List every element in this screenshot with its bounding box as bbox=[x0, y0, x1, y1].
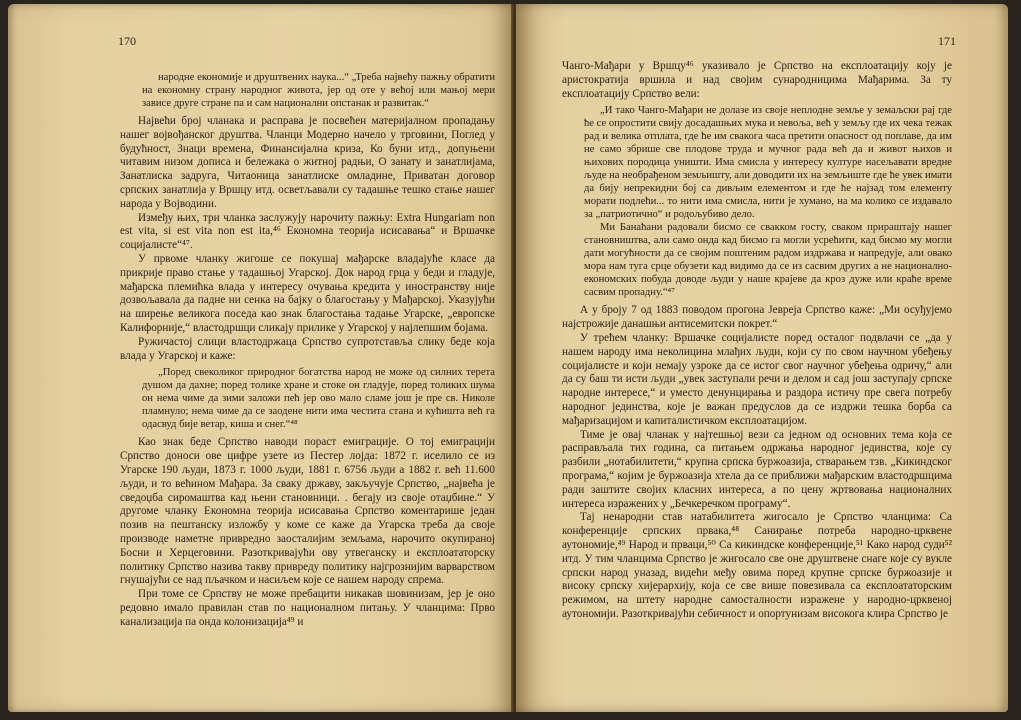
paragraph: Чанго-Мађари у Вршцу⁴⁶ указивало је Српство на експлоатацију коју је аристократија вршила и над својим сународницима Мађарима. За ту експлоатацију Српство вели: bbox=[562, 60, 952, 100]
paragraph: У трећем чланку: Вршачке социјалисте поред осталог подвлачи се „да у нашем народу има неколицина млађих људи, који су по свом научном убеђењу социјалисте и који немају узроке да се истог свог научног убеђења одричу,“ али да су баш ти исти људи „увек заступали речи и делом и сад још заступају српске народне интересе,“ и уместо денунцирања и раздора истичу пре свега потребу народног јединства, које је важан предуслов да се издржи тешка борба са мађаризацијом и капиталистичком експлоатацијом. bbox=[562, 331, 952, 427]
page-text bbox=[562, 60, 952, 622]
paragraph: Највећи број чланака и расправа је посвећен материјалном пропадању нашег војвођанског друштва. Чланци Модерно начело у трговини, Поглед у будућност, Знаци времена, Финансијална криза, Ко буни итд., допуњени читавим низом дописа и бележака о житној радњи, О занату и занатлијама, Занатлиска задруга, Читаоница занатлиске омладине, Приватан договор српских занатлија у Вршцу итд. осветљавали су тадашње тешко стање нашег народа у Војводини. bbox=[120, 115, 495, 210]
paragraph: При томе се Српству не може пребацити никакав шовинизам, јер је оно редовно имало правилан став по националном питању. У чланцима: Прво канализација па онда колонизација⁴⁹ и bbox=[120, 588, 495, 628]
paragraph: Као знак беде Српство наводи пораст емиграције. О тој емиграцији Српство доноси ове цифре узете из Пестер лојда: 1872 г. иселило се из Угарске 190 људи, 1873 г. 1000 људи, 1881 г. 6756 људи а 1882 г. већ 11.600 људи, и то већином Мађара. За сваку државу, закључује Српство, „највећа је сведоџба сиромаштва кад њени становници. . бегају из своје отаџбине.“ У другоме чланку Економна теорија исисавања Српство коментарише један позив на пештанску изложбу у коме се каже да Угарска треба да своје производе наметне привредно заосталијим земљама, нарочито окупираној Босни и Херцеговини. Разоткривајући ову утвеганску и експлоататорску политику Српство назива такву привреду политику најгрознијим варварством гнушајући се над пљачком и насиљем које се нашем народу спрема. bbox=[120, 436, 495, 587]
paragraph: Ружичастој слици властодржаца Српство супротставља слику беде која влада у Угарској и каже: bbox=[120, 335, 495, 362]
page-number: 170 bbox=[118, 34, 136, 48]
left-page bbox=[8, 4, 513, 712]
paragraph: Тај ненародни став натабилитета жигосало је Српство чланцима: Са конференције српских првака,⁴⁸ Санирање потреба народно-црквене аутономије,⁴⁹ Народ и прваци,⁵⁰ Са кикиндске конференције,⁵¹ Како народ суди⁵² итд. У тим чланцима Српство је жигосало све оне друштвене снаге које су вукле српски народ уназад, видећи међу овима поред крупне српске буржоазије и високу српску хијерархију, која се све више повезивала са експлоататорским режимом, на штету народне самосталности изражене у народно-црквеној аутономији. Разоткривајући себичност и опортунизам високога клира Српство је bbox=[562, 511, 952, 620]
page-number: 171 bbox=[938, 34, 956, 48]
paragraph: Тиме је овај чланак у најтешњој вези са једном од основних тема која се расправљала тих година, са питањем одржања народног јединства, које су разбили „нотабилитети,“ крупна српска буржоазија, стварањем тзв. „Кикиндског програма,“ којим је буржоазија хтела да се приближи мађарским властодршцима ради заштите својих класних интереса, а по цену жртвовања националних интереса изражених у „Бечкеречком програму“. bbox=[562, 428, 952, 510]
block-quote: „Поред свеколиког природног богатства народ не може од силних терета душом да дахне; поред толике хране и стоке он гладује, поред толиких шума он нема чиме да зими заложи пећ јер ово мало сламе још је пре св. Николе пламнуло; нема чиме да се заодене нити има честита стана и кућишта већ га одасвуд бије ветар, киша и снег.“⁴⁸ bbox=[142, 367, 495, 431]
paragraph: У првоме чланку жигоше се покушај мађарске владајуће класе да прикрије право стање у тадашњој Угарској. Док народ грца у беди и гладује, мађарска племићка влада у интересу очувања кредита у иностранству није дозвољавала да падне ни сенка на бајку о благостању у Мађарској. Указујући на ширење великога поседа као знак благостања тадање Угарске, „европске Калифорније,“ властодршци сликају прилике у Угарској у најлепшим бојама. bbox=[120, 252, 495, 334]
right-page bbox=[516, 4, 1008, 712]
paragraph: А у броју 7 од 1883 поводом прогона Јевреја Српство каже: „Ми осуђујемо најстрожије данашњи антисемитски покрет.“ bbox=[562, 304, 952, 331]
page-text bbox=[120, 68, 495, 630]
book-spread bbox=[8, 4, 1012, 714]
block-quote: „И тако Чанго-Мађари не долазе из своје неплодне земље у земаљски рај где ће се опростити свију досадашњих мука и невоља, већ у земљу где их чека тежак рад и велика отплата, где ће им свакога часа претити опасност од поплаве, да им не само збрише све плодове труда и мучног рада већ да и живот њихов и њихових породица уништи. Има смисла у интересу културе насељавати вредне људе на необрађеном земљишту, али доводити их на земљиште где ће увек имати да бију непрекидни бој са дивљим елементом и где ће најзад том елементу морати подлећи... то нити има смисла, нити је хумано, на ма колико се издавало за „патриотично“ и родољубиво дело. Ми Банаћани радовали бисмо се свакком госту, сваком прираштају нашег становништва, али само онда кад бисмо га могли усрећити, кад бисмо му могли дати могућности да се својим поштеним радом издржава и напредује, али овако мора нам туга срце обузети кад видимо да се из сасвим других а не национално-економских побуда доводе људи у наше крајеве да кроз дуже или краће време сасвим пропадну.“⁴⁷ bbox=[584, 105, 952, 299]
block-quote: народне економије и друштвених наука...“ „Треба највећу пажњу обратити на економну страну народног живота, јер од оте у већој или мањој мери зависе друге стране па и сам национални опстанак и развитак.“ bbox=[142, 72, 495, 109]
paragraph: Између њих, три чланка заслужују нарочиту пажњу: Extra Hungariam non est vita, si est vita non est ita,⁴⁶ Економна теорија исисавања“ и Вршачке социјалисте“⁴⁷. bbox=[120, 211, 495, 252]
